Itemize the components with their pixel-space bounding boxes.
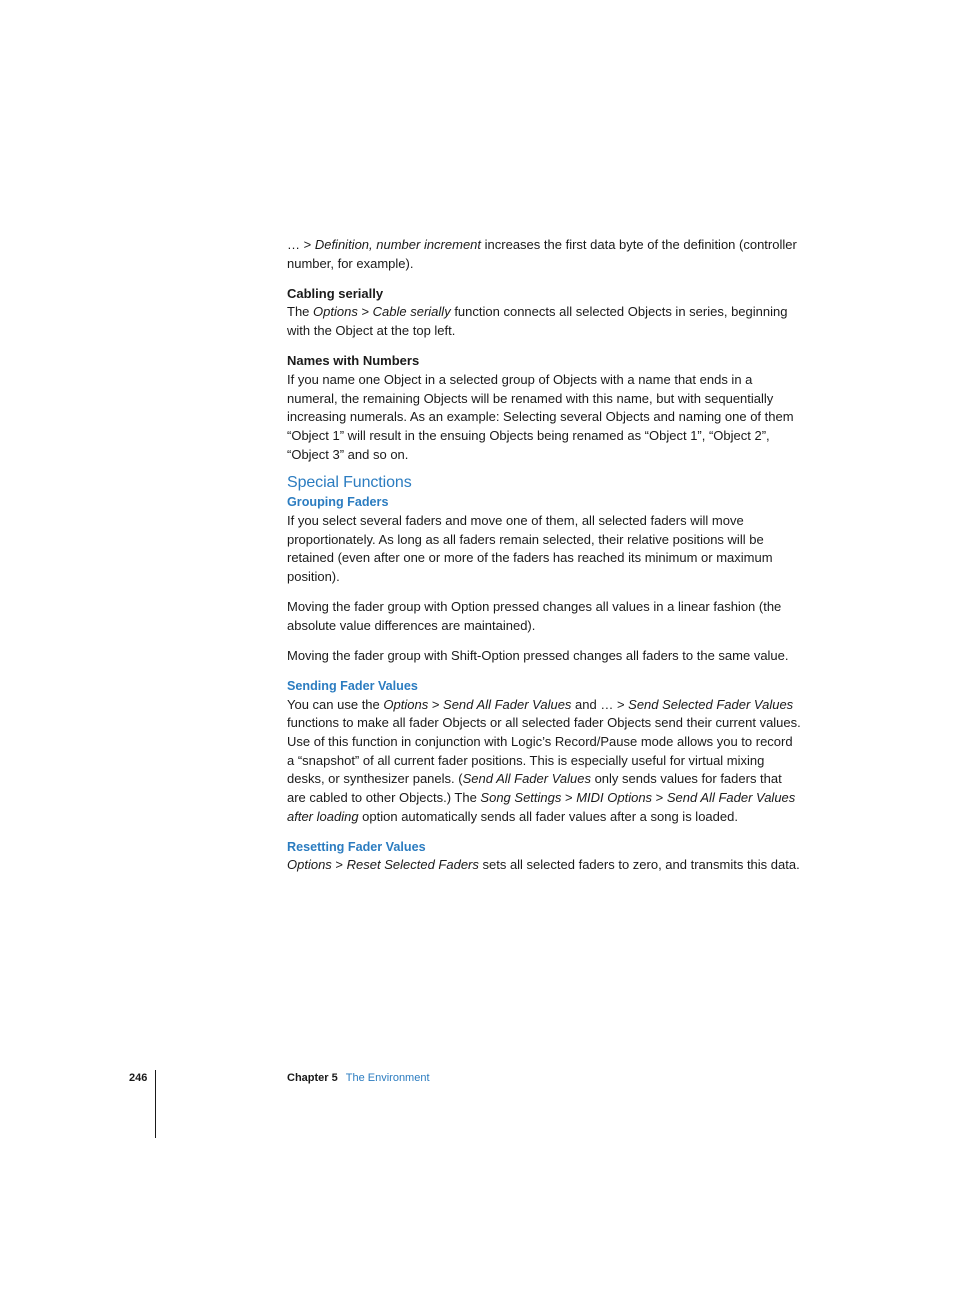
sending-fader-values-heading: Sending Fader Values <box>287 678 418 693</box>
text-run: > <box>561 790 577 806</box>
resetting-fader-values-heading: Resetting Fader Values <box>287 839 426 854</box>
italic-term: Definition, number increment <box>314 237 482 252</box>
text-run: option automatically sends all fader values after a song is loaded. <box>358 808 738 824</box>
italic-term: Send Selected Fader Values <box>628 696 794 712</box>
names-paragraph: If you name one Object in a selected group of Objects with a name that ends in a numeral, the remaining Objects will be renamed with this name, but with sequentially increasing numerals. As an example: Selecting several Objects and naming one of them “Object 1” will result in the ensuing Objects being renamed as “Object 1”, “Object 2”, “Object 3” and so on. <box>287 371 794 462</box>
italic-term: Options <box>383 696 429 712</box>
definition-paragraph <box>287 236 802 273</box>
chapter-label: Chapter 5 <box>287 1072 338 1084</box>
italic-term: Options <box>287 857 332 873</box>
grouping-paragraph-2: Moving the fader group with Option pressed changes all values in a linear fashion (the absolute value differences are maintained). <box>287 599 782 633</box>
text-run: … > <box>287 237 315 252</box>
italic-term: Options <box>313 304 358 320</box>
text-run: > <box>331 857 347 873</box>
grouping-paragraph-3: Moving the fader group with Shift-Option pressed changes all faders to the same value. <box>287 647 789 663</box>
text-run: > <box>428 696 444 712</box>
text-run: only sends values for faders that are cabled to other Objects.) The <box>287 771 782 806</box>
chapter-footer <box>287 1071 430 1085</box>
text-run: increases the first data byte of the definition (controller number, for example). <box>287 237 797 271</box>
italic-term: MIDI Options <box>576 790 653 806</box>
text-run: > <box>652 790 667 806</box>
special-functions-heading: Special Functions <box>287 474 412 492</box>
text-run: and … > <box>571 696 629 712</box>
italic-term: Song Settings <box>480 790 562 806</box>
italic-term: Cable serially <box>372 304 451 320</box>
cabling-paragraph <box>287 303 802 340</box>
text-run: The <box>287 304 314 320</box>
italic-term: Send All Fader Values after loading <box>287 790 796 824</box>
grouping-faders-heading: Grouping Faders <box>287 495 389 510</box>
text-run: function connects all selected Objects in series, beginning with the Object at the top left. <box>287 304 788 339</box>
page-body <box>287 236 802 875</box>
text-run: sets all selected faders to zero, and transmits this data. <box>478 857 800 873</box>
italic-term: Send All Fader Values <box>443 696 572 712</box>
page-number: 246 <box>129 1072 148 1084</box>
italic-term: Send All Fader Values <box>462 771 591 787</box>
sending-paragraph <box>287 696 802 827</box>
cabling-heading: Cabling serially <box>287 285 384 301</box>
italic-term: Reset Selected Faders <box>346 857 479 873</box>
grouping-paragraph-1: If you select several faders and move one of them, all selected faders will move proportionately. As long as all faders remain selected, their relative positions will be retained (even after one or more of the faders has reached its minimum or maximum position). <box>287 513 773 585</box>
text-run: functions to make all fader Objects or all selected fader Objects send their current values. Use of this function in conjunction with Logic’s Record/Pause mode allows you to record a “snapshot” of all current fader positions. This is especially useful for virtual mixing desks, or synthesizer panels. ( <box>287 715 801 787</box>
chapter-title: The Environment <box>345 1072 430 1084</box>
footer-divider <box>155 1070 156 1138</box>
names-heading: Names with Numbers <box>287 353 420 369</box>
text-run: > <box>357 304 373 320</box>
resetting-paragraph <box>287 856 802 875</box>
text-run: You can use the <box>287 696 384 712</box>
